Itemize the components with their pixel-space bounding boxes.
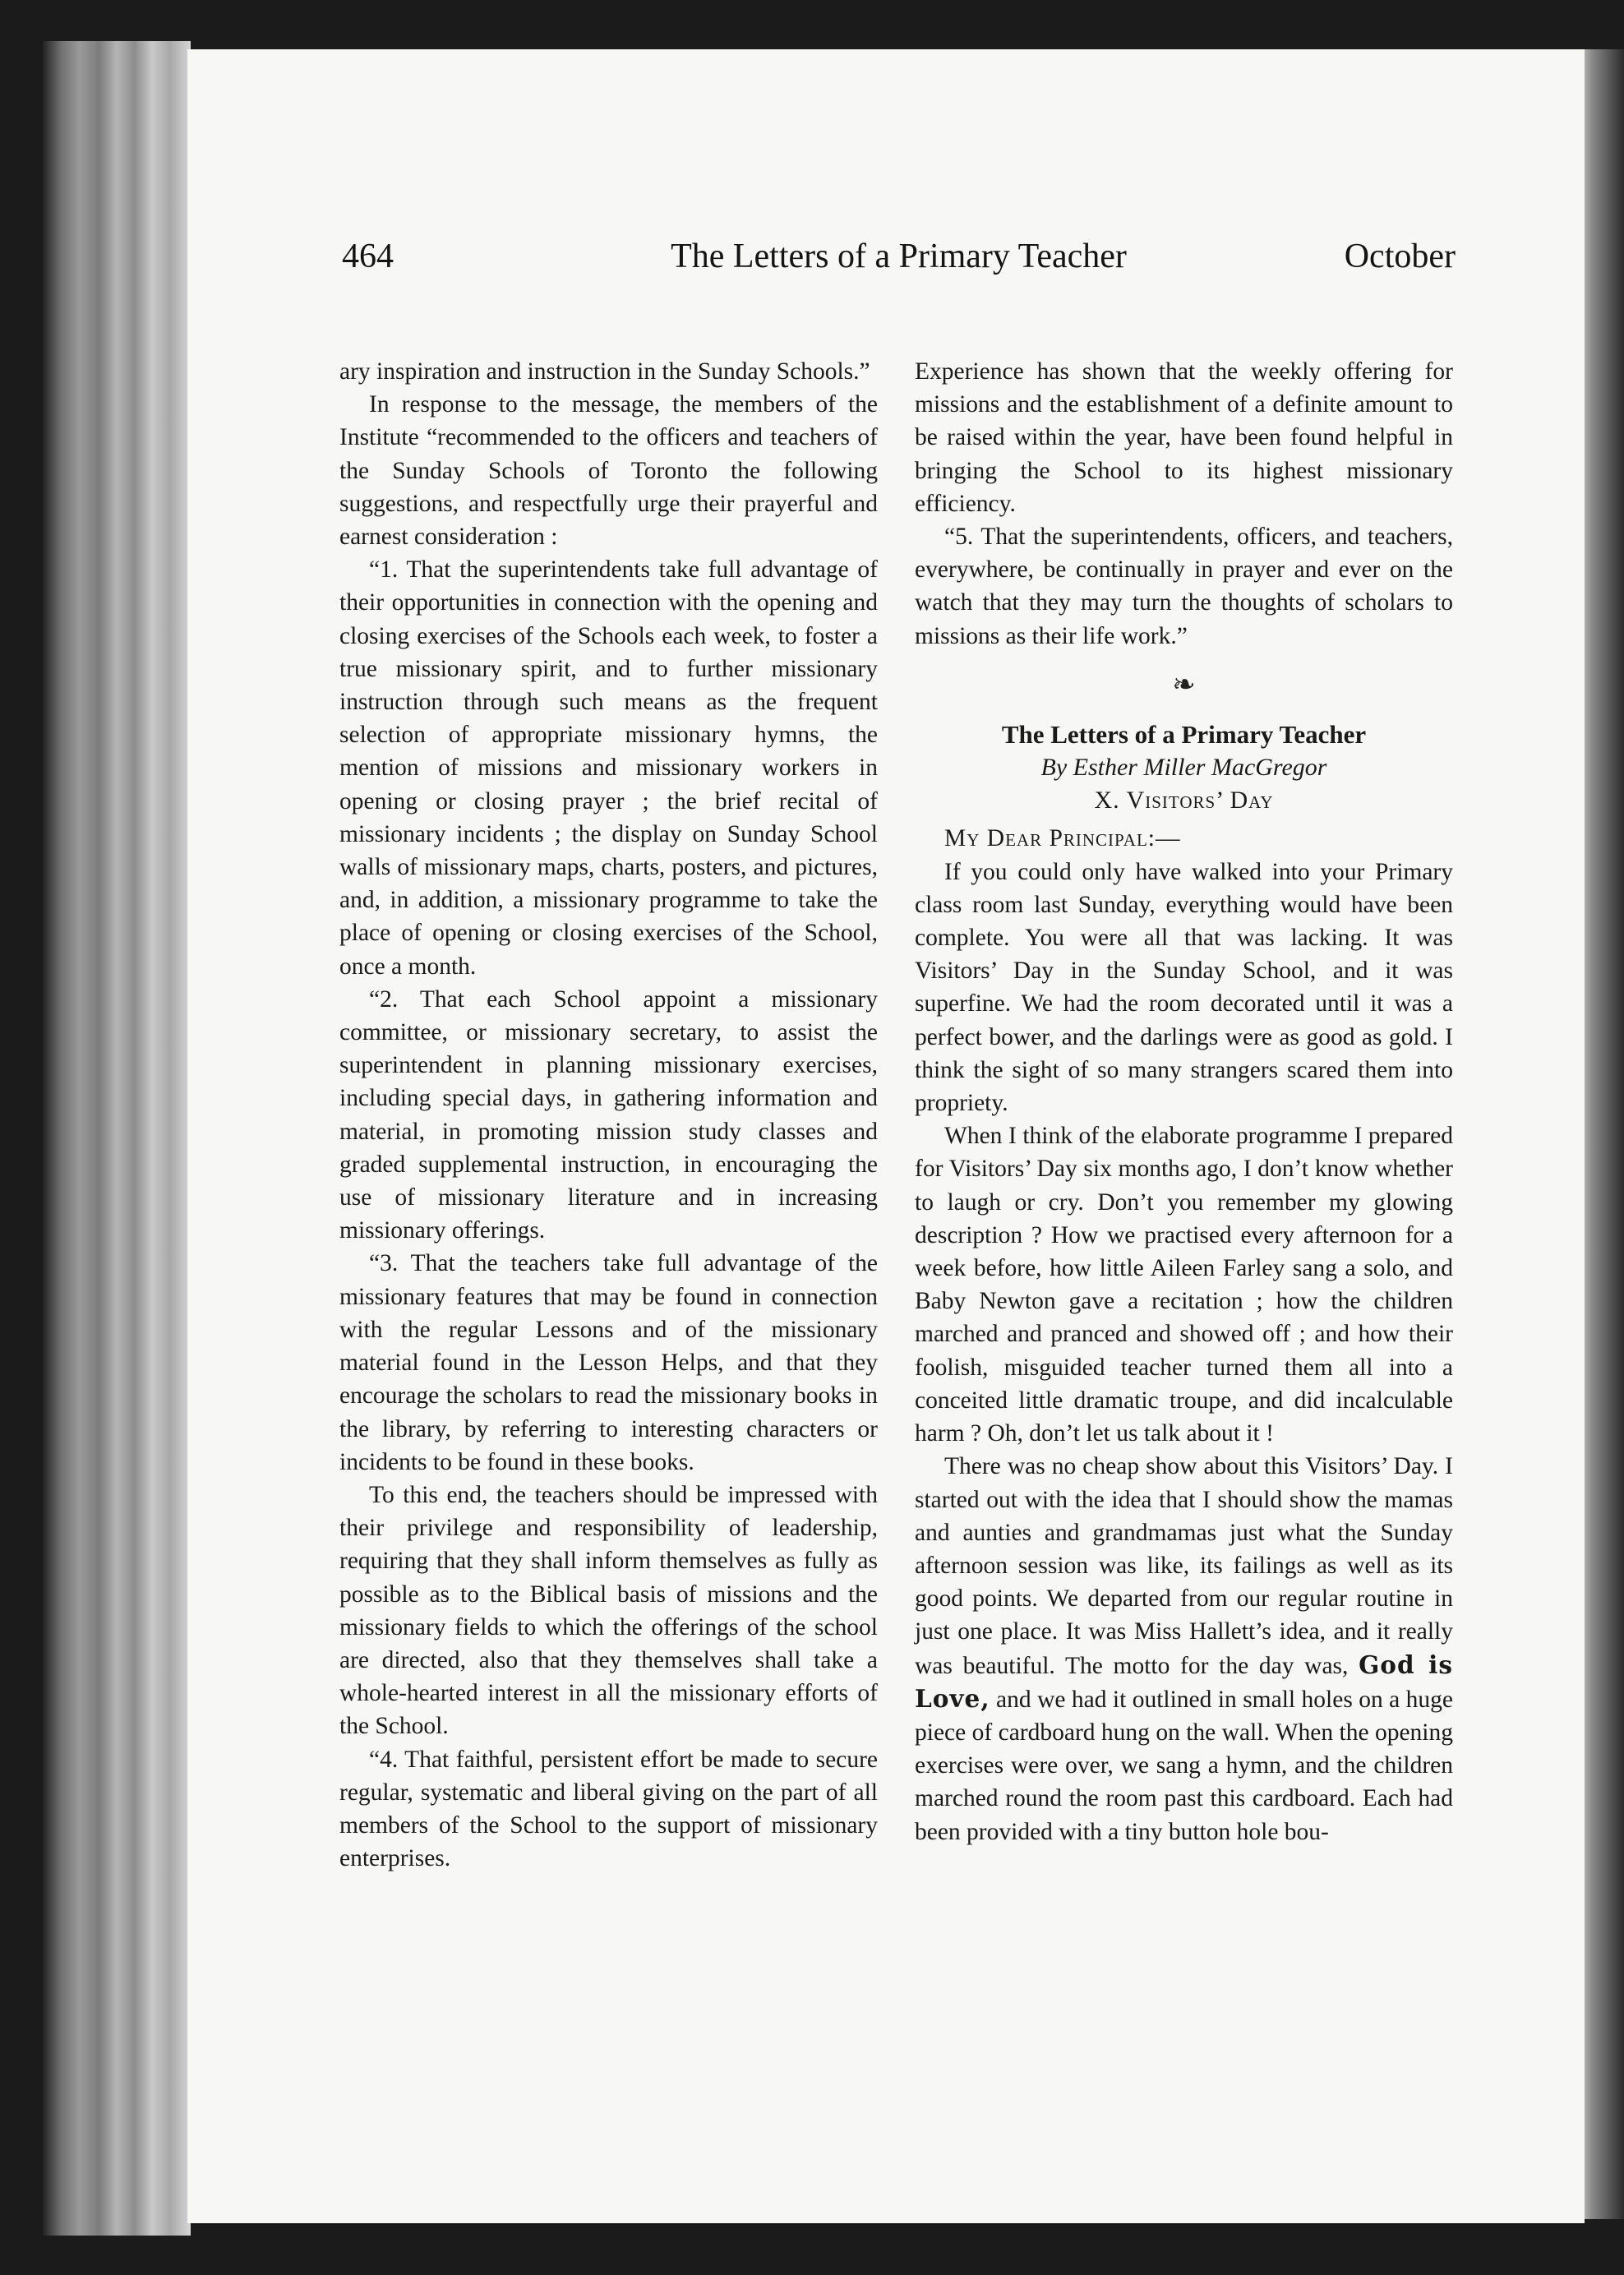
book-page-edges bbox=[43, 41, 191, 2236]
paragraph bbox=[915, 1450, 1453, 1848]
running-title: The Letters of a Primary Teacher bbox=[671, 238, 1127, 275]
paragraph-text: There was no cheap show about this Visitors’ Day. I started out with the idea that I should show the mamas and aunties and grandmamas just what the Sunday afternoon session was like, its failings as well as its good points. We departed from our regular routine in just one place. It was Miss Hallett’s idea, and it really was beautiful. The motto for the day was, bbox=[915, 1453, 1453, 1679]
article-title: The Letters of a Primary Teacher bbox=[1001, 719, 1367, 749]
book-binding-edge bbox=[1578, 49, 1624, 2219]
paragraph: When I think of the elaborate programme I prepared for Visitors’ Day six months ago, I don’t know whether to laugh or cry. Don’t you remember my glowing description ? How we practised every afternoon for a week before, how little Aileen Farley sang a solo, and Baby Newton gave a recitation ; how the children marched and pranced and showed off ; and how their foolish, misguided teacher turned them all into a conceited little dramatic troupe, and did incalculable harm ? Oh, don’t let us talk about it ! bbox=[915, 1123, 1453, 1447]
article-byline: By Esther Miller MacGregor bbox=[1040, 754, 1327, 782]
book-page bbox=[187, 49, 1585, 2223]
paragraph: “1. That the superintendents take full advantage of their opportunities in connection with the opening and closing exercises of the Schools each week, to foster a true missionary spirit, and to further missionary instruction through such means as the frequent selection of appropriate missionary hymns, the mention of missions and missionary workers in opening or closing prayer ; the brief recital of missionary incidents ; the display on Sunday School walls of missionary maps, charts, posters, and pictures, and, in addition, a missionary programme to take the place of opening or closing exercises of the School, once a month. bbox=[339, 556, 878, 980]
page-number: 464 bbox=[342, 238, 394, 275]
paragraph: “2. That each School appoint a missionary committee, or missionary secretary, to assist the superintendent in planning missionary exercises, including special days, in gathering information and material, in promoting mission study classes and graded supplemental instruction, in encouraging the use of missionary literature and in increasing missionary offerings. bbox=[339, 985, 878, 1244]
paragraph: “3. That the teachers take full advantage of the missionary features that may be found in connection with the regular Lessons and of the missionary material found in the Lesson Helps, and that they encourage the scholars to read the missionary books in the library, by referring to interesting characters or incidents to be found in these books. bbox=[339, 1250, 878, 1475]
paragraph: If you could only have walked into your Primary class room last Sunday, everything would have been complete. You were all that was lacking. It was Visitors’ Day in the Sunday School, and it was superfine. We had the room decorated until it was a perfect bower, and the darlings were as good as gold. I think the sight of so many strangers scared them into propriety. bbox=[915, 858, 1453, 1117]
article-section-heading: X. Visitors’ Day bbox=[1094, 787, 1274, 814]
paragraph: ary inspiration and instruction in the Sunday Schools.” bbox=[339, 358, 870, 385]
paragraph: Experience has shown that the weekly offering for missions and the establishment of a definite amount to be raised within the year, have been found helpful in bringing the School to its highest missionary efficiency. bbox=[915, 358, 1453, 517]
running-header bbox=[342, 237, 1456, 286]
paragraph: In response to the message, the members of the Institute “recommended to the officers and teachers of the Sunday Schools of Toronto the following suggestions, and respectfully urge their prayerful and earnest consideration : bbox=[339, 391, 878, 551]
motto-text: God is Love, bbox=[915, 1650, 1453, 1713]
paragraph-text: and we had it outlined in small holes on a huge piece of cardboard hung on the wall. When the opening exercises were over, we sang a hymn, and the children marched round the room past this cardboard. Each had been provided with a tiny button hole bou- bbox=[915, 1686, 1454, 1845]
paragraph: To this end, the teachers should be impressed with their privilege and responsibility of leadership, requiring that they shall inform themselves as fully as possible as to the Biblical basis of missions and the missionary fields to which the offerings of the school are directed, also that they themselves shall take a whole-hearted interest in all the missionary efforts of the School. bbox=[339, 1481, 878, 1740]
paragraph: “4. That faithful, persistent effort be made to secure regular, systematic and liberal giving on the part of all members of the School to the support of missionary enterprises. bbox=[339, 1746, 878, 1872]
header-month: October bbox=[1344, 238, 1456, 275]
section-ornament: ❧ bbox=[1172, 669, 1196, 700]
left-column bbox=[339, 355, 878, 1875]
right-column bbox=[915, 355, 1453, 1848]
paragraph: “5. That the superintendents, officers, and teachers, everywhere, be continually in prayer and ever on the watch that they may turn the thoughts of scholars to missions as their life work.” bbox=[915, 524, 1453, 649]
letter-salutation: My Dear Principal:— bbox=[944, 825, 1181, 852]
